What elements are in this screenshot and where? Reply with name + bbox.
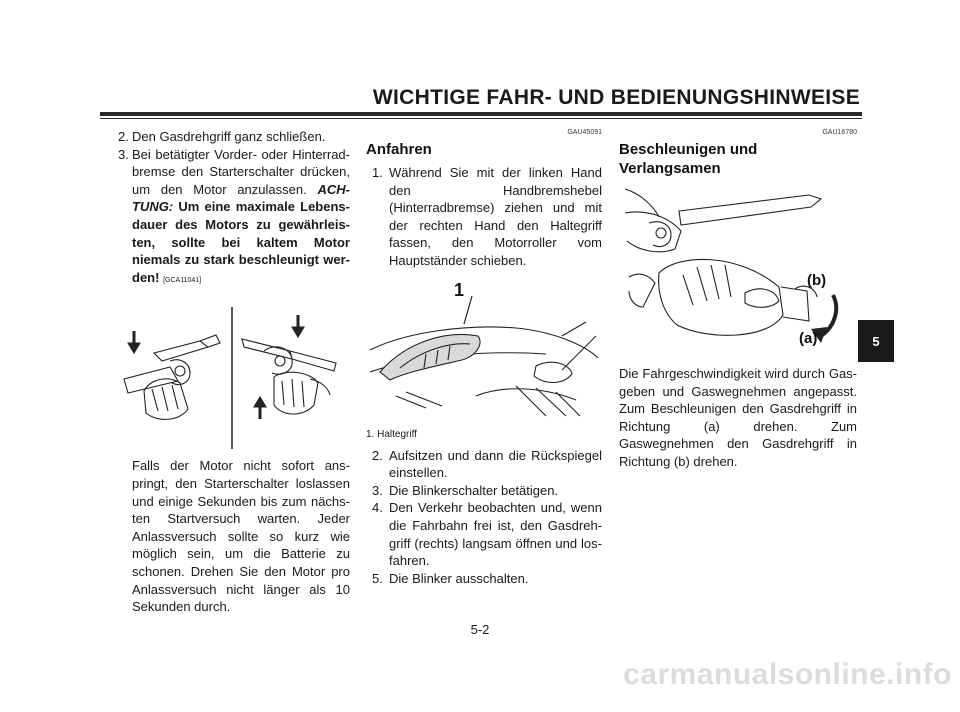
throttle-grip-drawing: [619, 183, 857, 351]
direction-label-a: (a): [799, 330, 818, 347]
drive-off-steps-top: [366, 164, 602, 270]
section-title: Anfahren: [366, 141, 432, 158]
direction-label-b: (b): [807, 272, 827, 289]
step-number: 4.: [372, 500, 383, 516]
throttle-paragraph: Die Fahrgeschwindigkeit wird durch Gas-geben und Gaswegnehmen angepasst. Zum Beschleunigen den Gasdrehgriff in Richtung (a) drehen. Zum Gaswegnehmen den Gasdrehgriff in Richtung (b) drehen.: [619, 366, 857, 469]
step-4: [366, 499, 602, 569]
step-text: Aufsitzen und dann die Rückspiegel einstellen.: [389, 447, 602, 481]
step-2: [366, 447, 602, 482]
step-2: [114, 128, 350, 146]
step-number: 5.: [372, 570, 383, 586]
page-number: 5-2: [470, 622, 490, 637]
header-rule-thin: [100, 118, 862, 119]
grab-handle-drawing: [366, 276, 602, 424]
section-title: Beschleunigen und Verlangsamen: [619, 141, 758, 177]
step-5: [366, 570, 602, 588]
step-number: 2.: [118, 129, 129, 144]
brake-starter-illustration: [114, 297, 350, 457]
brake-lever-hand-illustration: [114, 297, 350, 457]
step-3: [114, 146, 350, 290]
column-3: [619, 128, 857, 471]
caution-code: [GCA11041]: [163, 276, 202, 284]
step-text: Die Blinkerschalter betätigen.: [389, 482, 559, 498]
step-number: 3.: [118, 146, 129, 162]
step-number: 1.: [372, 165, 383, 180]
start-steps: [114, 128, 350, 289]
step-3: [366, 482, 602, 500]
callout-number: 1: [454, 279, 465, 300]
start-paragraph: Falls der Motor nicht sofort ans-pringt, den Starterschalter loslassen und einige Sekunden bis zum nächs-ten Startversuch warten. Jeder Anlassversuch sollte so kurz wie möglich sein, um die Batterie zu schonen. Drehen Sie den Motor pro Anlassversuch nicht länger als 10 Sekunden durch.: [132, 458, 350, 615]
column-1: [114, 128, 350, 616]
column-2: [366, 128, 602, 587]
step-text: Während Sie mit der linken Hand den Handbremshebel (Hinterradbremse) ziehen und mit der rechten Hand den Haltegriff fassen, den Motorroller vom Hauptständer schieben.: [389, 165, 602, 268]
header-rule: [100, 112, 862, 116]
step-1: [366, 164, 602, 270]
watermark: carmanualsonline.info: [623, 658, 952, 691]
step-number: 2.: [372, 447, 383, 463]
drive-off-steps-bottom: [366, 447, 602, 588]
grab-handle-illustration: [366, 276, 602, 424]
caution-text: Um eine maximale Lebens-dauer des Motors zu gewährleis-ten, sollte bei kaltem Motor niemals zu stark beschleunigt wer-den!: [132, 199, 350, 285]
step-number: 3.: [372, 482, 383, 498]
step-text: Die Blinker ausschalten.: [389, 570, 529, 586]
figure-caption: 1. Haltegriff: [366, 428, 417, 440]
step-text: Den Verkehr beobachten und, wenn die Fahrbahn frei ist, den Gasdreh-griff (rechts) langsam öffnen und los-fahren.: [389, 500, 602, 569]
throttle-illustration: [619, 183, 857, 351]
chapter-tab: 5: [858, 320, 894, 362]
step-text: Bei betätigter Vorder- oder Hinterrad-bremse den Starterschalter drücken, um den Motor anzulassen.: [132, 146, 350, 197]
caution-label: ACH-TUNG:: [132, 181, 350, 215]
page-header-title: WICHTIGE FAHR- UND BEDIENUNGSHINWEISE: [372, 86, 860, 109]
section-code: GAU16780: [822, 129, 857, 136]
step-text: Den Gasdrehgriff ganz schließen.: [132, 129, 326, 144]
section-code: GAU45091: [567, 129, 602, 136]
